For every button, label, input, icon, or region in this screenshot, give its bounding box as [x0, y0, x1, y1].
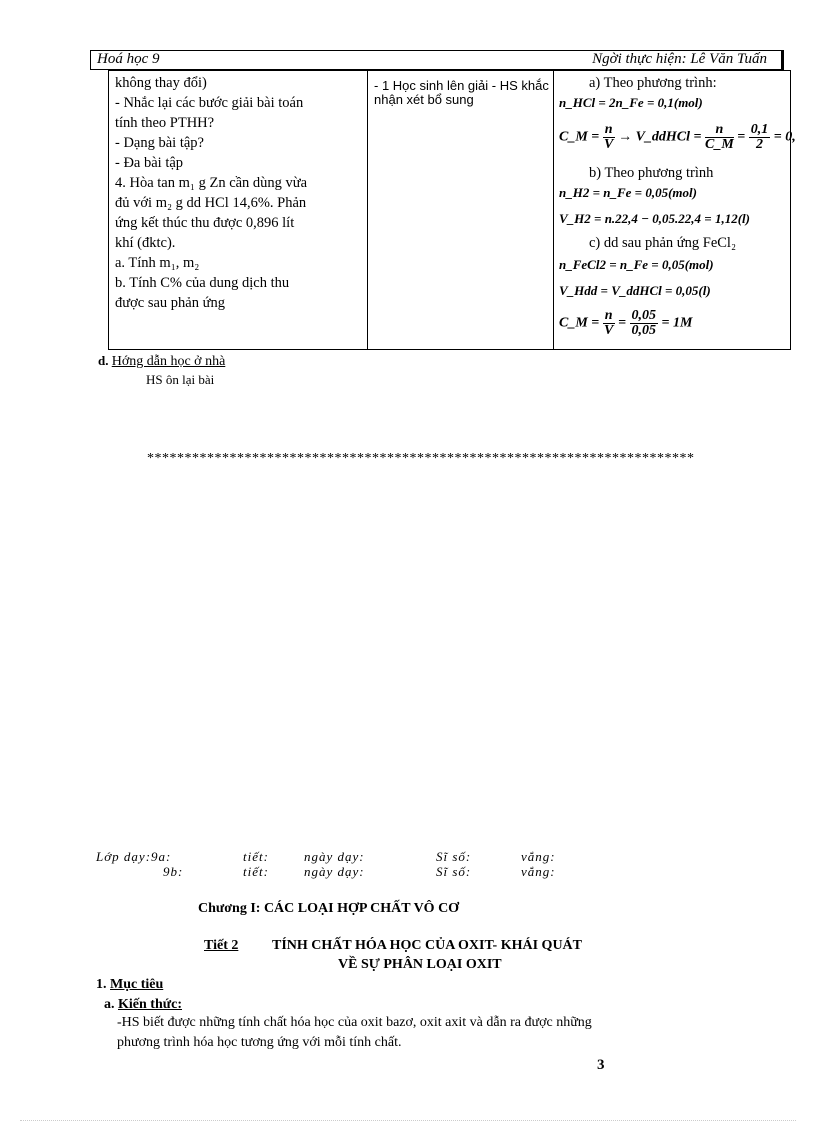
guide-section: [98, 353, 225, 370]
text-line: - Đa bài tập: [115, 155, 184, 171]
knowledge-text-line-2: phương trình hóa học tương ứng với mỗi tính chất.: [117, 1035, 402, 1050]
header-author: Ngời thực hiện: Lê Văn Tuấn: [592, 51, 767, 67]
guide-label: d.: [98, 353, 109, 368]
lesson-table: [108, 70, 796, 350]
text-line: 4. Hòa tan m₁ g Zn cần dùng vừa: [115, 175, 308, 191]
date-label: ngày dạy:: [304, 864, 365, 879]
equation-4: V_H2 = n.22,4 − 0,05.22,4 = 1,12(l): [559, 211, 750, 226]
separator-stars: *************************************************************************: [147, 451, 695, 466]
absent-label: vắng:: [521, 849, 556, 864]
lesson-title-line-1: TÍNH CHẤT HÓA HỌC CỦA OXIT- KHÁI QUÁT: [272, 938, 582, 953]
part-a-label: a) Theo phương trình:: [589, 75, 717, 91]
part-c-label: c) dd sau phản ứng FeCl₂: [589, 235, 737, 251]
knowledge-heading: a. Kiến thức:: [104, 997, 183, 1012]
equation-6: V_Hdd = V_ddHCl = 0,05(l): [559, 283, 711, 298]
equation-5: n_FeCl2 = n_Fe = 0,05(mol): [559, 257, 714, 272]
period-label: tiết:: [243, 849, 269, 864]
guide-title: Hớng dẫn học ở nhà: [111, 354, 226, 369]
attendance-label: Sĩ số:: [436, 864, 472, 879]
guide-text: HS ôn lại bài: [146, 372, 215, 387]
absent-label: vắng:: [521, 864, 556, 879]
text-line: ứng kết thúc thu được 0,896 lít: [115, 215, 295, 231]
knowledge-text-line-1: -HS biết được những tính chất hóa học của oxit bazơ, oxit axit và dẫn ra được những: [117, 1015, 592, 1030]
equation-1: n_HCl = 2n_Fe = 0,1(mol): [559, 95, 703, 110]
chapter-title: Chương I: CÁC LOẠI HỢP CHẤT VÔ CƠ: [198, 901, 460, 916]
text-line: được sau phản ứng: [115, 295, 225, 311]
page-bottom-divider: [20, 1120, 796, 1121]
part-b-label: b) Theo phương trình: [589, 165, 714, 181]
date-label: ngày dạy:: [304, 849, 365, 864]
lesson-label: Tiết 2: [204, 938, 239, 953]
text-line: a. Tính m₁, m₂: [115, 255, 200, 271]
column-divider: [553, 71, 554, 349]
text-line: khí (đktc).: [115, 235, 176, 251]
text-line: - Nhắc lại các bước giải bài toán: [115, 95, 304, 111]
text-line: b. Tính C% của dung dịch thu: [115, 275, 290, 291]
equation-3: n_H2 = n_Fe = 0,05(mol): [559, 185, 697, 200]
column-divider: [367, 71, 368, 349]
class-label-9b: 9b:: [163, 864, 184, 879]
lesson-title-line-2: VỀ SỰ PHÂN LOẠI OXIT: [338, 957, 502, 972]
equation-7: C_M = $\frac{n}{V}$ = $\frac{0,05}{0,05}$ = 1M: [559, 308, 693, 338]
text-line: tính theo PTHH?: [115, 115, 215, 131]
period-label: tiết:: [243, 864, 269, 879]
attendance-label: Sĩ số:: [436, 849, 472, 864]
page-number: 3: [597, 1057, 605, 1073]
text-line: đủ với m₂ g dd HCl 14,6%. Phản: [115, 195, 307, 211]
header-subject: Hoá học 9: [97, 51, 160, 67]
class-label-9a: Lớp dạy:9a:: [96, 849, 172, 864]
teacher-activity-column: [115, 73, 359, 313]
student-activity-column: - 1 Học sinh lên giải - HS khắc nhận xét bổ sung: [374, 78, 549, 107]
page-header: [90, 50, 784, 70]
text-line: không thay đổi): [115, 75, 207, 91]
text-line: - Dạng bài tập?: [115, 135, 204, 151]
equation-2: C_M = $\frac{n}{V}$ → V_ddHCl = $\frac{n}{C\_M}$ = $\frac{0,1}{2}$ = 0,: [559, 122, 796, 152]
objectives-heading: 1. Mục tiêu: [96, 977, 164, 992]
